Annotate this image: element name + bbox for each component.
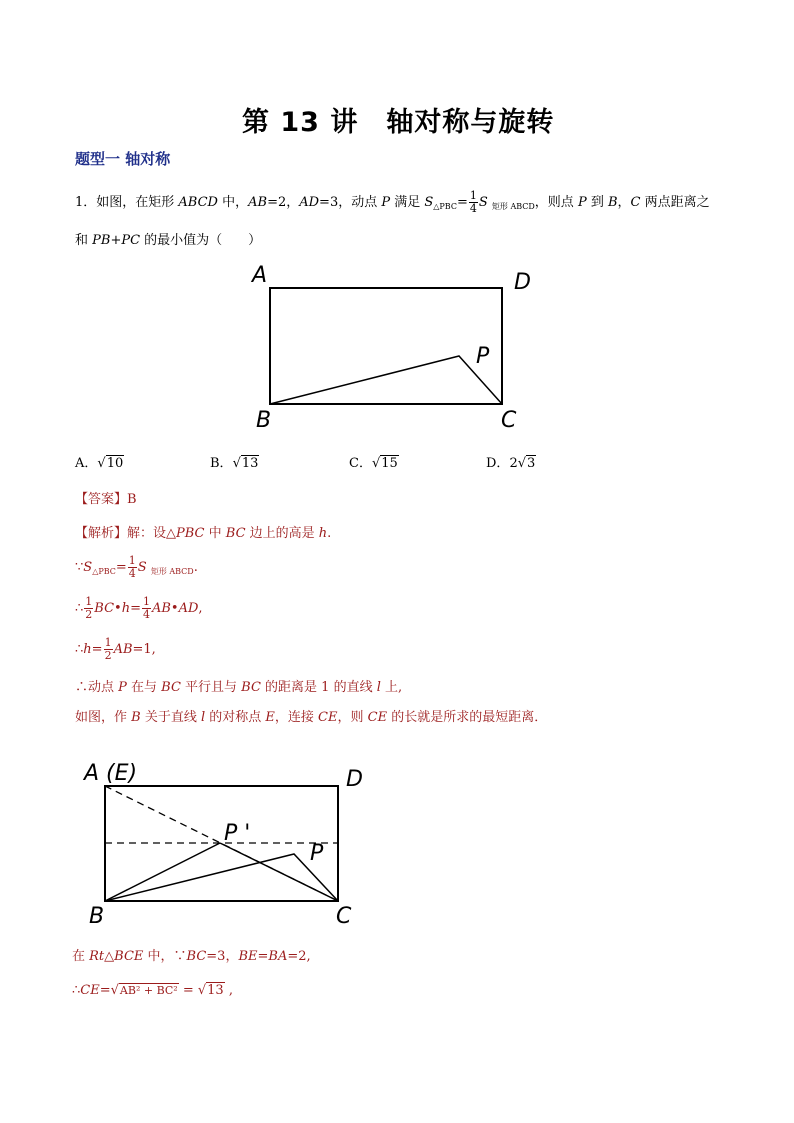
label-a: A (252, 263, 268, 288)
label-p-2: P (310, 841, 324, 866)
label-d-2: D (346, 767, 363, 792)
label-b-2: B (89, 904, 105, 929)
analysis-line-1: 【解析】解：设△PBC 中 BC 边上的高是 h. (75, 526, 332, 541)
option-b[interactable]: B．√13 (210, 456, 259, 471)
analysis-line-8: ∴CE=√AB² + BC² = √13 , (72, 983, 233, 998)
answer: 【答案】B (75, 492, 137, 507)
label-p: P (476, 344, 490, 369)
rect-abcd (270, 288, 502, 404)
segment-bpc (270, 356, 502, 404)
section-heading: 题型一 轴对称 (75, 150, 171, 168)
label-c: C (501, 408, 517, 433)
analysis-line-3: ∴ $\frac{1}{2}$ BC•h= $\frac{1}{4}$ AB•AD, (75, 595, 203, 621)
page-title: 第 13 讲 轴对称与旋转 (242, 107, 555, 138)
analysis-line-5: ∴动点 P 在与 BC 平行且与 BC 的距离是 1 的直线 l 上, (75, 680, 403, 695)
segment-bp-prime (105, 843, 220, 901)
segment-bpc-2 (105, 854, 338, 901)
analysis-line-7: 在 Rt△BCE 中，∵BC=3，BE=BA=2, (72, 949, 311, 964)
question-line-1: 1．如图，在矩形 ABCD 中，AB=2，AD=3，动点 P 满足 $S_{\triangle PBC}=$ $\frac{1}{4}$ S $_{矩形 ABCD}$，则点 P 到 B，C 两点距离之 (75, 189, 710, 215)
question-line-2: 和 PB+PC 的最小值为（ ） (75, 233, 262, 248)
analysis-line-4: ∴h= $\frac{1}{2}$ AB=1, (75, 636, 156, 662)
figure-rectangle-1 (240, 255, 540, 435)
label-b: B (256, 408, 272, 433)
label-p-prime: P ' (224, 821, 251, 846)
label-d: D (514, 270, 531, 295)
analysis-line-6: 如图，作 B 关于直线 l 的对称点 E，连接 CE，则 CE 的长就是所求的最短距离． (75, 710, 548, 725)
label-a-e: A (E) (84, 761, 138, 786)
option-a[interactable]: A．√10 (75, 456, 124, 471)
option-d[interactable]: D．2√3 (486, 456, 536, 471)
analysis-line-2: $\because S_{\triangle PBC}=$ $\frac{1}{4}$ S $_{矩形 ABCD}$. (75, 554, 198, 580)
option-c[interactable]: C．√15 (349, 456, 398, 471)
figure-rectangle-2 (80, 752, 380, 932)
label-c-2: C (336, 904, 352, 929)
